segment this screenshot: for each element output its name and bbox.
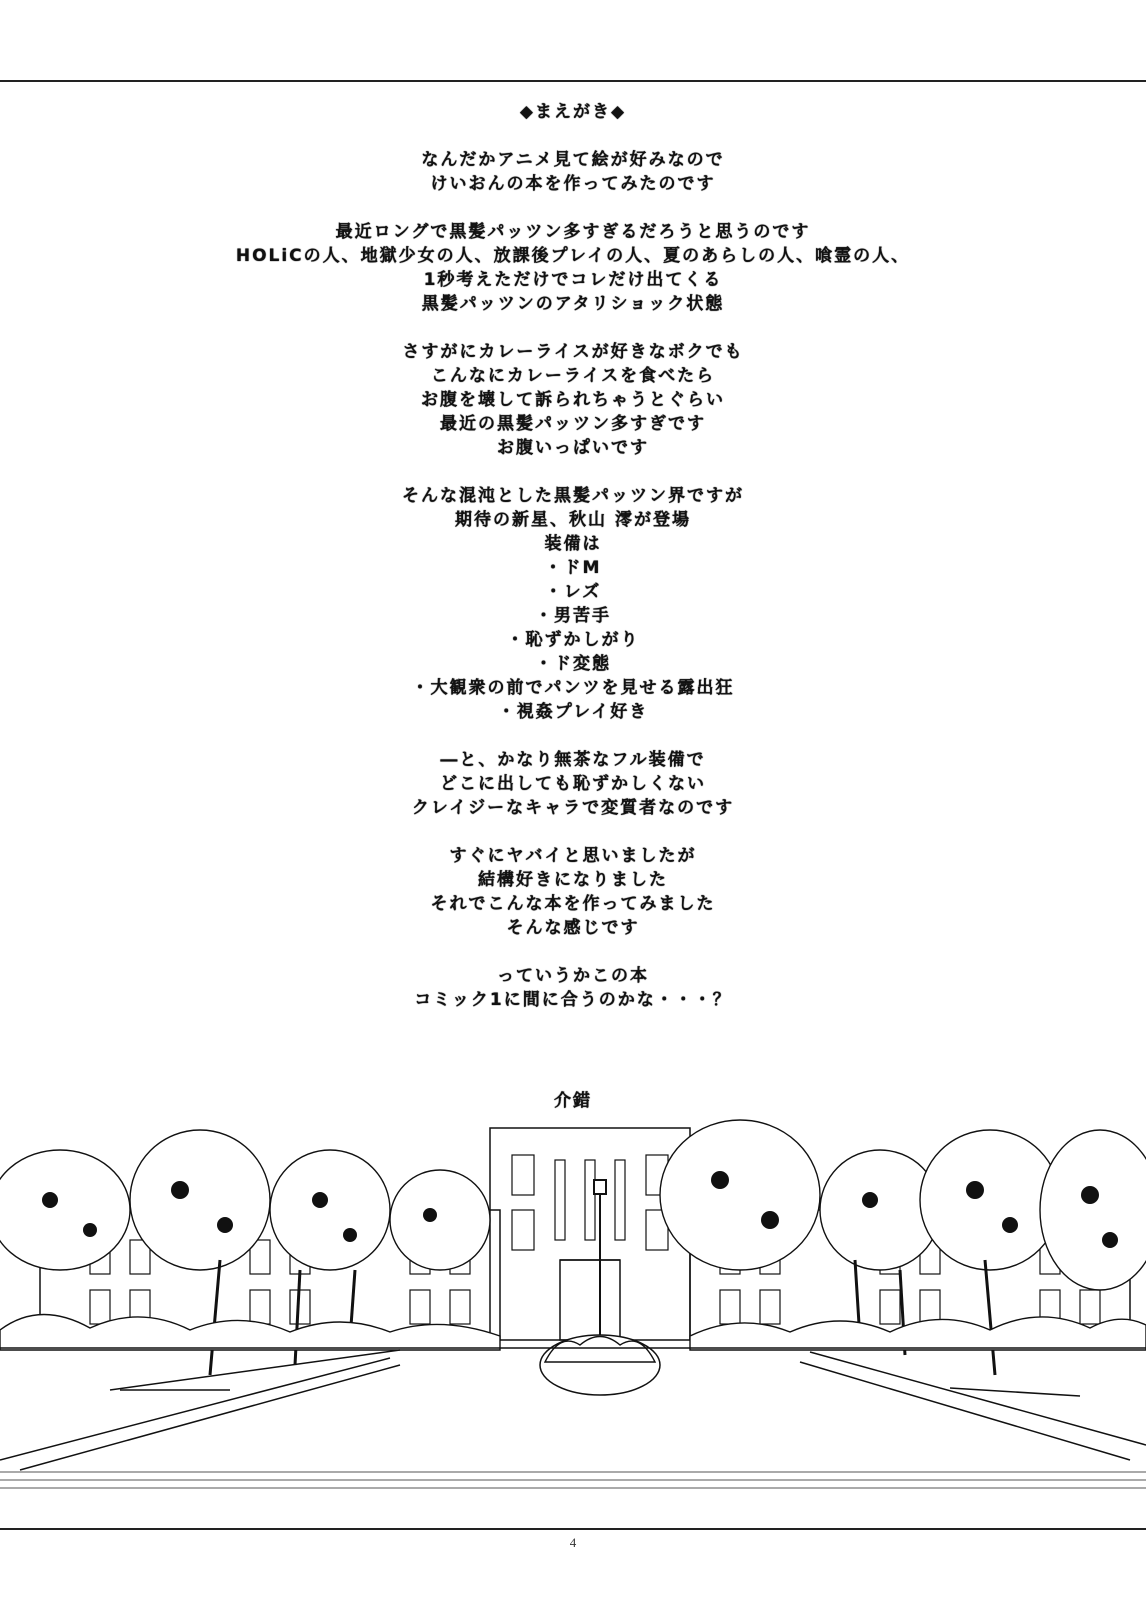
school-courtyard-illustration [0,1100,1146,1500]
text-line: 結構好きになりました [478,870,668,890]
text-line: クレイジーなキャラで変質者なのです [411,798,735,818]
preface-title: ◆まえがき◆ [519,102,627,122]
text-line: コミック1に間に合うのかな・・・？ [414,990,732,1010]
text-line: 1秒考えただけでコレだけ出てくる [423,270,723,290]
list-item: ・恥ずかしがり [506,630,640,650]
text-line: すぐにヤバイと思いましたが [449,846,697,866]
bottom-rule [0,1528,1146,1530]
text-line: っていうかこの本 [497,966,649,986]
building-entrance [560,1260,620,1340]
list-item: ・ド変態 [535,654,611,674]
text-line: ―と、かなり無茶なフル装備で [440,750,706,770]
paragraph-3 [0,340,1146,460]
text-line: けいおんの本を作ってみたのです [430,174,716,194]
text-line: そんな混沌とした黒髪パッツン界ですが [402,486,744,506]
paragraph-4 [0,484,1146,724]
list-item: ・レズ [544,582,602,602]
text-line: こんなにカレーライスを食べたら [430,366,716,386]
text-line: HOLiCの人、地獄少女の人、放課後プレイの人、夏のあらしの人、喰霊の人、 [235,246,911,266]
text-line: さすがにカレーライスが好きなボクでも [402,342,744,362]
list-item: ・男苦手 [535,606,611,626]
text-line: そんな感じです [506,918,640,938]
text-line: 最近の黒髪パッツン多すぎです [440,414,706,434]
author-credit: 介錯 [554,1091,592,1111]
text-line: お腹を壊して訴られちゃうとぐらい [421,390,725,410]
text-line: なんだかアニメ見て絵が好みなので [421,150,725,170]
paragraph-6 [0,844,1146,940]
top-rule [0,80,1146,82]
list-item: ・大観衆の前でパンツを見せる露出狂 [411,678,735,698]
text-line: 装備は [544,534,602,554]
list-item: ・視姦プレイ好き [497,702,649,722]
text-line: それでこんな本を作ってみました [430,894,716,914]
text-line: 期待の新星、秋山 澪が登場 [455,510,691,530]
text-line: お腹いっぱいです [497,438,649,458]
central-planter [540,1335,660,1395]
page-number: 4 [569,1535,577,1550]
trees [0,1120,1146,1290]
preface-text [0,100,1146,1012]
paragraph-5 [0,748,1146,820]
text-line: 黒髪パッツンのアタリショック状態 [421,294,725,314]
text-line: どこに出しても恥ずかしくない [440,774,706,794]
list-item: ・ドM [544,558,602,578]
paragraph-2 [0,220,1146,316]
paragraph-7 [0,964,1146,1012]
paragraph-1 [0,148,1146,196]
road-hatching [0,1472,1146,1488]
text-line: 最近ロングで黒髪パッツン多すぎるだろうと思うのです [335,222,811,242]
